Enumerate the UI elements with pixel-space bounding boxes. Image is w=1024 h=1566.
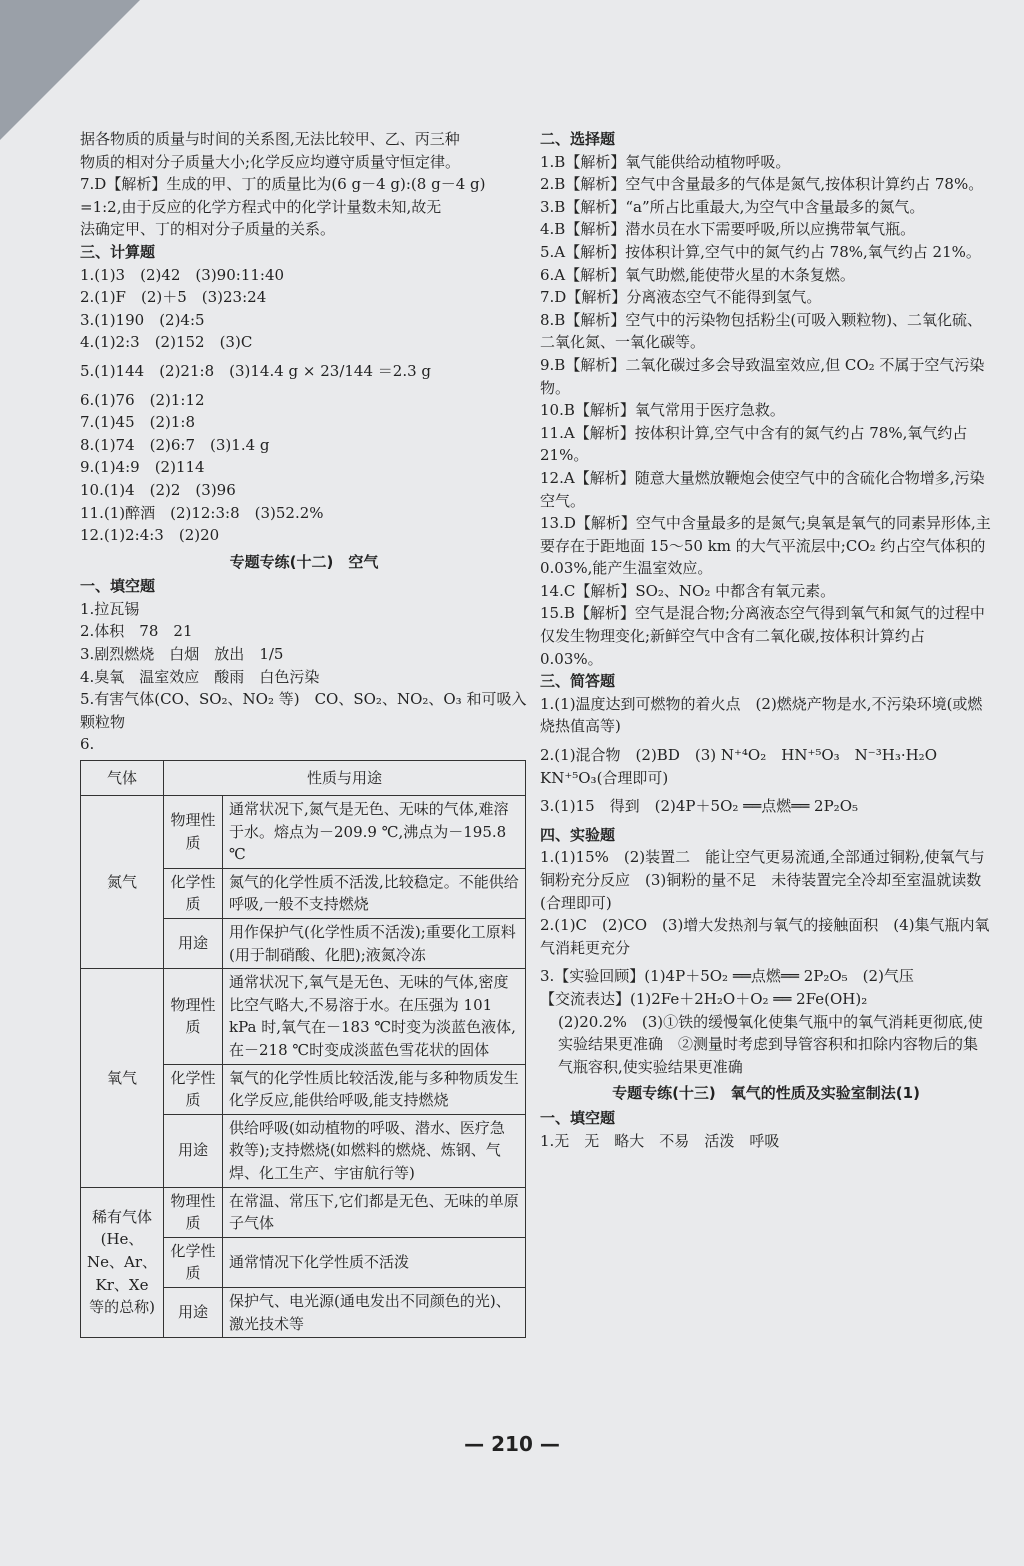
choice-item: 11.A【解析】按体积计算,空气中含有的氮气约占 78%,氧气约占 21%。 [540,423,968,465]
property-text: 用作保护气(化学性质不活泼);重要化工原料(用于制硝酸、化肥);液氮冷冻 [223,919,526,969]
calc-item: 4.(1)2:3 (2)152 (3)C [80,333,253,352]
property-text: 氧气的化学性质比较活泼,能与多种物质发生化学反应,能供给呼吸,能支持燃烧 [223,1064,526,1114]
fill-item: 1.拉瓦锡 [80,599,140,618]
intro-line: =1:2,由于反应的化学方程式中的化学计量数未知,故无 [80,197,442,216]
choice-item: 1.B【解析】氧气能供给动植物呼吸。 [540,152,791,171]
gas-properties-table [80,760,526,1338]
calc-item: 3.(1)190 (2)4:5 [80,310,205,329]
choice-item: 6.A【解析】氧气助燃,能使带火星的木条复燃。 [540,265,855,284]
property-text: 在常温、常压下,它们都是无色、无味的单原子气体 [223,1187,526,1237]
page-corner-fold [0,0,140,140]
experiment-item: (2)20.2% (3)①铁的缓慢氧化使集气瓶中的氧气消耗更彻底,使实验结果更准确 ②测量时考虑到导管容积和扣除内容物后的集气瓶容积,使实验结果更准确 [558,1012,983,1076]
short-answer-item: 3.(1)15 得到 (2)4P＋5O₂ ══点燃══ 2P₂O₅ [540,797,859,816]
choice-item: 15.B【解析】空气是混合物;分离液态空气得到氧气和氮气的过程中仅发生物理变化;新鲜空气中含有二氧化碳,按体积计算约占 0.03%。 [540,604,985,668]
experiment-item: 1.(1)15% (2)装置二 能让空气更易流通,全部通过铜粉,使氧气与铜粉充分反应 (3)铜粉的量不足 未待装置完全冷却至室温就读数(合理即可) [540,848,985,912]
intro-line: 物质的相对分子质量大小;化学反应均遵守质量守恒定律。 [80,152,461,171]
calc-item: 1.(1)3 (2)42 (3)90:11:40 [80,265,285,284]
page-number: — 210 — [464,1432,560,1456]
experiment-item: 2.(1)C (2)CO (3)增大发热剂与氧气的接触面积 (4)集气瓶内氧气消耗更充分 [540,916,990,957]
experiment-item: 3.【实验回顾】(1)4P＋5O₂ ══点燃══ 2P₂O₅ (2)气压 [540,967,914,986]
gas-name: 氮气 [81,796,164,969]
table-header-gas: 气体 [81,761,164,796]
fill-item: 3.剧烈燃烧 白烟 放出 1/5 [80,645,284,664]
calc-item: 12.(1)2:4:3 (2)20 [80,526,220,545]
property-type: 物理性质 [164,969,223,1064]
choice-item: 10.B【解析】氧气常用于医疗急救。 [540,401,785,420]
short-answer-item: 1.(1)温度达到可燃物的着火点 (2)燃烧产物是水,不污染环境(或燃烧热值高等) [540,694,983,736]
property-text: 供给呼吸(如动植物的呼吸、潜水、医疗急救等);支持燃烧(如燃料的燃烧、炼钢、气焊、化工生产、宇宙航行等) [223,1114,526,1187]
calc-item: 11.(1)醉酒 (2)12:3:8 (3)52.2% [80,503,324,522]
fill-heading: 一、填空题 [80,577,156,596]
choice-item: 14.C【解析】SO₂、NO₂ 中都含有氧元素。 [540,581,836,600]
property-type: 物理性质 [164,1187,223,1237]
property-text: 保护气、电光源(通电发出不同颜色的光)、激光技术等 [223,1287,526,1337]
calc-item: 9.(1)4:9 (2)114 [80,458,205,477]
calc-item: 5.(1)144 (2)21:8 (3)14.4 g × 23/144 ＝2.3 g [80,361,432,380]
property-text: 通常情况下化学性质不活泼 [223,1237,526,1287]
property-text: 氮气的化学性质不活泼,比较稳定。不能供给呼吸,一般不支持燃烧 [223,868,526,918]
experiment-heading: 四、实验题 [540,825,616,844]
choice-item: 9.B【解析】二氧化碳过多会导致温室效应,但 CO₂ 不属于空气污染物。 [540,355,985,397]
choice-item: 13.D【解析】空气中含量最多的是氮气;臭氧是氧气的同素异形体,主要存在于距地面 15～50 km 的大气平流层中;CO₂ 约占空气体积的 0.03%,能产生温室效应。 [540,514,991,578]
choice-item: 5.A【解析】按体积计算,空气中的氮气约占 78%,氧气约占 21%。 [540,242,981,261]
fill-item: 1.无 无 略大 不易 活泼 呼吸 [540,1131,780,1150]
property-text: 通常状况下,氧气是无色、无味的气体,密度比空气略大,不易溶于水。在压强为 101 kPa 时,氧气在－183 ℃时变为淡蓝色液体,在－218 ℃时变成淡蓝色雪花状的固体 [223,969,526,1064]
section-title: 专题专练(十三) 氧气的性质及实验室制法(1) [612,1084,920,1103]
short-answer-heading: 三、简答题 [540,672,616,691]
choice-item: 3.B【解析】“a”所占比重最大,为空气中含量最多的氮气。 [540,197,925,216]
gas-name: 氧气 [81,969,164,1187]
choice-heading: 二、选择题 [540,130,616,148]
property-type: 化学性质 [164,1237,223,1287]
property-type: 用途 [164,1287,223,1337]
intro-line: 7.D【解析】生成的甲、丁的质量比为(6 g－4 g):(8 g－4 g) [80,175,486,194]
fill-item: 4.臭氧 温室效应 酸雨 白色污染 [80,667,320,686]
calc-item: 2.(1)F (2)＋5 (3)23:24 [80,288,267,307]
property-type: 用途 [164,919,223,969]
property-type: 物理性质 [164,796,223,869]
experiment-item: 【交流表达】(1)2Fe＋2H₂O＋O₂ ══ 2Fe(OH)₂ [540,989,868,1008]
fill-item: 2.体积 78 21 [80,622,193,641]
fill-heading: 一、填空题 [540,1108,616,1127]
left-column [80,128,528,1338]
fill-item: 5.有害气体(CO、SO₂、NO₂ 等) CO、SO₂、NO₂、O₃ 和可吸入颗粒物 [80,690,527,731]
intro-line: 据各物质的质量与时间的关系图,无法比较甲、乙、丙三种 [80,130,460,148]
choice-item: 8.B【解析】空气中的污染物包括粉尘(可吸入颗粒物)、二氧化硫、二氧化氮、一氧化碳等。 [540,310,983,352]
fill-item: 6. [80,735,95,754]
property-text: 通常状况下,氮气是无色、无味的气体,难溶于水。熔点为－209.9 ℃,沸点为－195.8 ℃ [223,796,526,869]
calc-heading: 三、计算题 [80,242,156,261]
gas-name: 稀有气体(He、Ne、Ar、Kr、Xe 等的总称) [81,1187,164,1338]
calc-item: 6.(1)76 (2)1:12 [80,390,205,409]
property-type: 化学性质 [164,868,223,918]
calc-item: 10.(1)4 (2)2 (3)96 [80,480,236,499]
intro-line: 法确定甲、丁的相对分子质量的关系。 [80,220,336,239]
section-title: 专题专练(十二) 空气 [229,552,379,571]
calc-item: 8.(1)74 (2)6:7 (3)1.4 g [80,435,270,454]
property-type: 用途 [164,1114,223,1187]
calc-item: 7.(1)45 (2)1:8 [80,413,196,432]
choice-item: 7.D【解析】分离液态空气不能得到氢气。 [540,288,822,307]
right-column [540,128,992,1152]
table-header-property: 性质与用途 [164,761,526,796]
short-answer-item: 2.(1)混合物 (2)BD (3) N⁺⁴O₂ HN⁺⁵O₃ N⁻³H₃·H₂O KN⁺⁵O₃(合理即可) [540,746,953,787]
choice-item: 4.B【解析】潜水员在水下需要呼吸,所以应携带氧气瓶。 [540,220,916,239]
choice-item: 12.A【解析】随意大量燃放鞭炮会使空气中的含硫化合物增多,污染空气。 [540,468,985,510]
property-type: 化学性质 [164,1064,223,1114]
choice-item: 2.B【解析】空气中含量最多的气体是氮气,按体积计算约占 78%。 [540,175,984,194]
